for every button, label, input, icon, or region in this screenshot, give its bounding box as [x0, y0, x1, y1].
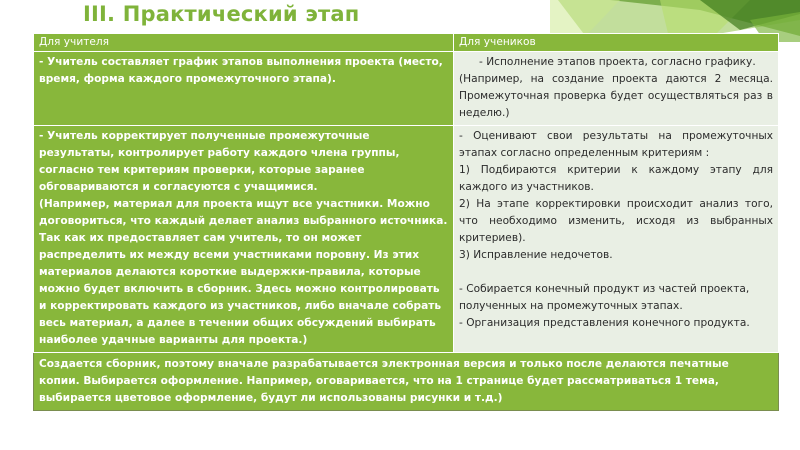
row1-students-note: (Например, на создание проекта даются 2 месяца. Промежуточная проверка будет осуществляться раз в неделю.) — [459, 73, 773, 119]
row2-students-step-2: 2) На этапе корректировки происходит анализ того, что необходимо изменить, исходя из выбранных критериев). — [459, 198, 773, 244]
table-header-row — [34, 34, 779, 52]
stage-table — [33, 33, 779, 411]
row2-students-cell — [454, 126, 779, 353]
footer-cell: Создается сборник, поэтому вначале разрабатывается электронная версия и только после делаются печатные копии. Выбирается оформление. Например, оговаривается, что на 1 странице будет рассматриваться 1 тема, выбирается цветовое оформление, будут ли использованы рисунки и т.д.) — [34, 353, 779, 411]
row2-teacher-text: - Учитель корректирует полученные промежуточные результаты, контролирует работу каждого члена группы, согласно тем критериям проверки, которые заранее обговариваются и согласуются с учащимися. — [39, 130, 400, 193]
row1-students-cell — [454, 52, 779, 126]
slide-title: III. Практический этап — [83, 2, 360, 26]
row2-students-final-product: - Собирается конечный продукт из частей проекта, полученных на промежуточных этапах. — [459, 283, 750, 312]
row2-teacher-cell — [34, 126, 454, 353]
table-row — [34, 52, 779, 126]
table-row — [34, 126, 779, 353]
row2-teacher-example: (Например, материал для проекта ищут все участники. Можно договориться, что каждый делает анализ выбранного источника. Так как их предоставляет сам учитель, то он может распределить их между всеми участниками поровну. Из этих материалов делаются короткие выдержки-правила, которые можно будет включить в сборник. Здесь можно контролировать и корректировать каждого из участников, либо вначале собрать весь материал, а далее в течении общих обсуждений выбирать наиболее удачные варианты для проекта.) — [39, 198, 448, 346]
table-footer-row — [34, 353, 779, 411]
spacer — [459, 264, 773, 281]
row1-teacher-text: - Учитель составляет график этапов выполнения проекта (место, время, форма каждого промежуточного этапа). — [39, 56, 443, 85]
row2-students-step-1: 1) Подбираются критерии к каждому этапу для каждого из участников. — [459, 164, 773, 193]
row2-students-intro: - Оценивают свои результаты на промежуточных этапах согласно определенным критериям : — [459, 130, 773, 159]
header-students: Для учеников — [454, 34, 779, 52]
row2-students-presentation: - Организация представления конечного продукта. — [459, 317, 750, 329]
row1-teacher-cell — [34, 52, 454, 126]
row1-students-item: - Исполнение этапов проекта, согласно графику. — [479, 56, 756, 68]
row2-students-step-3: 3) Исправление недочетов. — [459, 249, 613, 261]
header-teacher: Для учителя — [34, 34, 454, 52]
